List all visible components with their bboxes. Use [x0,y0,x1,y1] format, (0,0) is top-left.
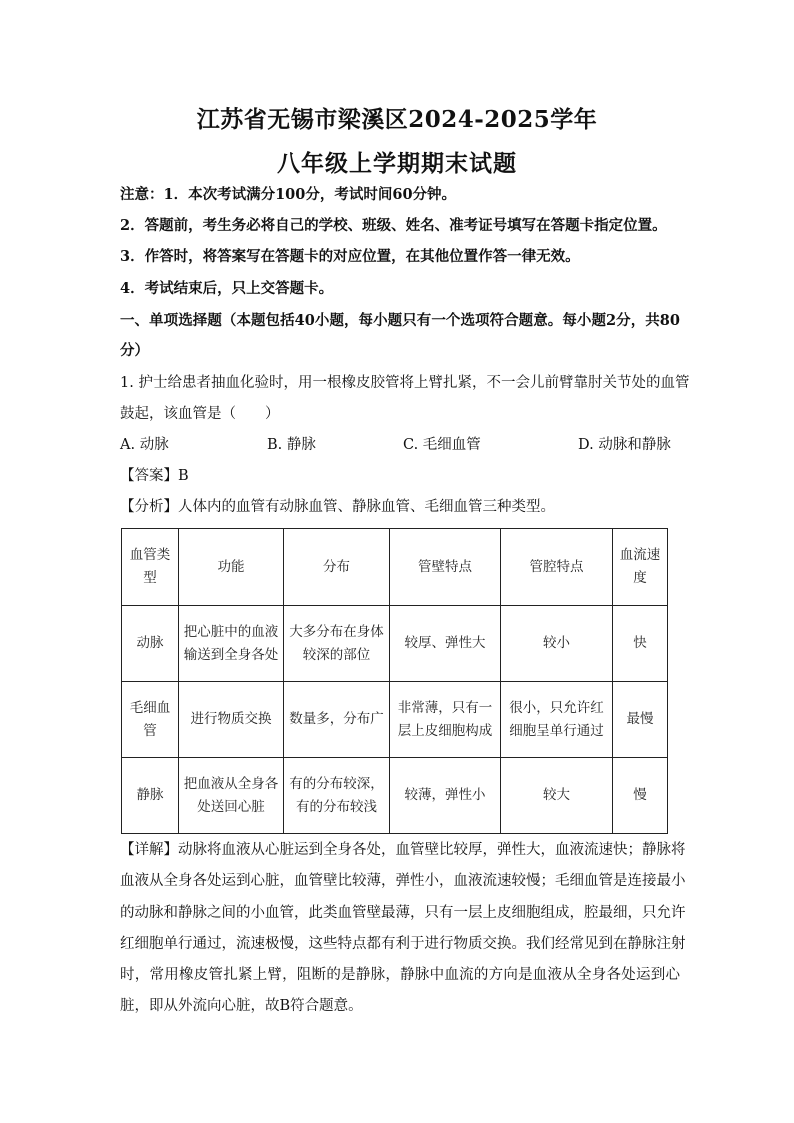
table-cell: 动脉 [122,606,179,682]
detail-line-2: 血液从全身各处运到心脏，血管壁比较薄，弹性小，血液流速较慢；毛细血管是连接最小 [120,873,686,889]
table-header-cell: 血流速度 [613,529,668,606]
question-stem-line1: 1. 护士给患者抽血化验时，用一根橡皮胶管将上臂扎紧，不一会儿前臂靠肘关节处的血管 [120,375,690,391]
table-cell: 较大 [501,758,613,834]
table-cell: 毛细血管 [122,682,179,758]
table-row-capillary [122,682,668,758]
note-4: 4．考试结束后，只上交答题卡。 [120,280,334,297]
table-row-vein [122,758,668,834]
table-cell: 数量多，分布广 [284,682,390,758]
table-cell: 较小 [501,606,613,682]
table-cell: 较厚、弹性大 [390,606,501,682]
option-b: B. 静脉 [267,437,316,453]
detail-line-6: 脏，即从外流向心脏，故B符合题意。 [120,998,363,1014]
note-3: 3．作答时，将答案写在答题卡的对应位置，在其他位置作答一律无效。 [120,248,580,265]
answer-line: 【答案】B [120,468,189,484]
table-cell: 有的分布较深，有的分布较浅 [284,758,390,834]
analysis-line: 【分析】人体内的血管有动脉血管、静脉血管、毛细血管三种类型。 [120,499,555,515]
table-cell: 静脉 [122,758,179,834]
table-cell: 把心脏中的血液输送到全身各处 [179,606,284,682]
exam-title-line2: 八年级上学期期末试题 [277,150,517,177]
section-heading-line2: 分） [120,342,149,359]
detail-line-4: 红细胞单行通过，流速极慢，这些特点都有利于进行物质交换。我们经常见到在静脉注射 [120,936,686,952]
table-header-cell: 管腔特点 [501,529,613,606]
table-cell: 较薄，弹性小 [390,758,501,834]
note-2: 2．答题前，考生务必将自己的学校、班级、姓名、准考证号填写在答题卡指定位置。 [120,217,667,234]
table-cell: 大多分布在身体较深的部位 [284,606,390,682]
option-a: A. 动脉 [120,437,169,453]
section-heading-line1: 一、单项选择题（本题包括40小题，每小题只有一个选项符合题意。每小题2分，共80 [120,312,680,329]
table-header-cell: 管壁特点 [390,529,501,606]
option-c: C. 毛细血管 [403,437,481,453]
table-row-artery [122,606,668,682]
table-cell: 把血液从全身各处送回心脏 [179,758,284,834]
table-cell: 最慢 [613,682,668,758]
detail-line-3: 的动脉和静脉之间的小血管，此类血管壁最薄，只有一层上皮细胞组成，腔最细，只允许 [120,905,686,921]
table-cell: 进行物质交换 [179,682,284,758]
table-cell: 非常薄，只有一层上皮细胞构成 [390,682,501,758]
detail-line-5: 时，常用橡皮管扎紧上臂，阻断的是静脉，静脉中血流的方向是血液从全身各处运到心 [120,967,680,983]
table-cell: 快 [613,606,668,682]
table-cell: 很小，只允许红细胞呈单行通过 [501,682,613,758]
blood-vessel-table [121,528,668,834]
exam-title-line1: 江苏省无锡市梁溪区2024-2025学年 [196,106,598,133]
table-header-cell: 血管类型 [122,529,179,606]
question-stem-line2: 鼓起，该血管是（ ） [120,406,280,422]
table-header-row [122,529,668,606]
table-header-cell: 分布 [284,529,390,606]
table-cell: 慢 [613,758,668,834]
note-1: 注意：1．本次考试满分100分，考试时间60分钟。 [120,186,457,203]
table-header-cell: 功能 [179,529,284,606]
detail-line-1: 【详解】动脉将血液从心脏运到全身各处，血管壁比较厚，弹性大，血液流速快；静脉将 [120,842,686,858]
option-d: D. 动脉和静脉 [578,437,671,453]
